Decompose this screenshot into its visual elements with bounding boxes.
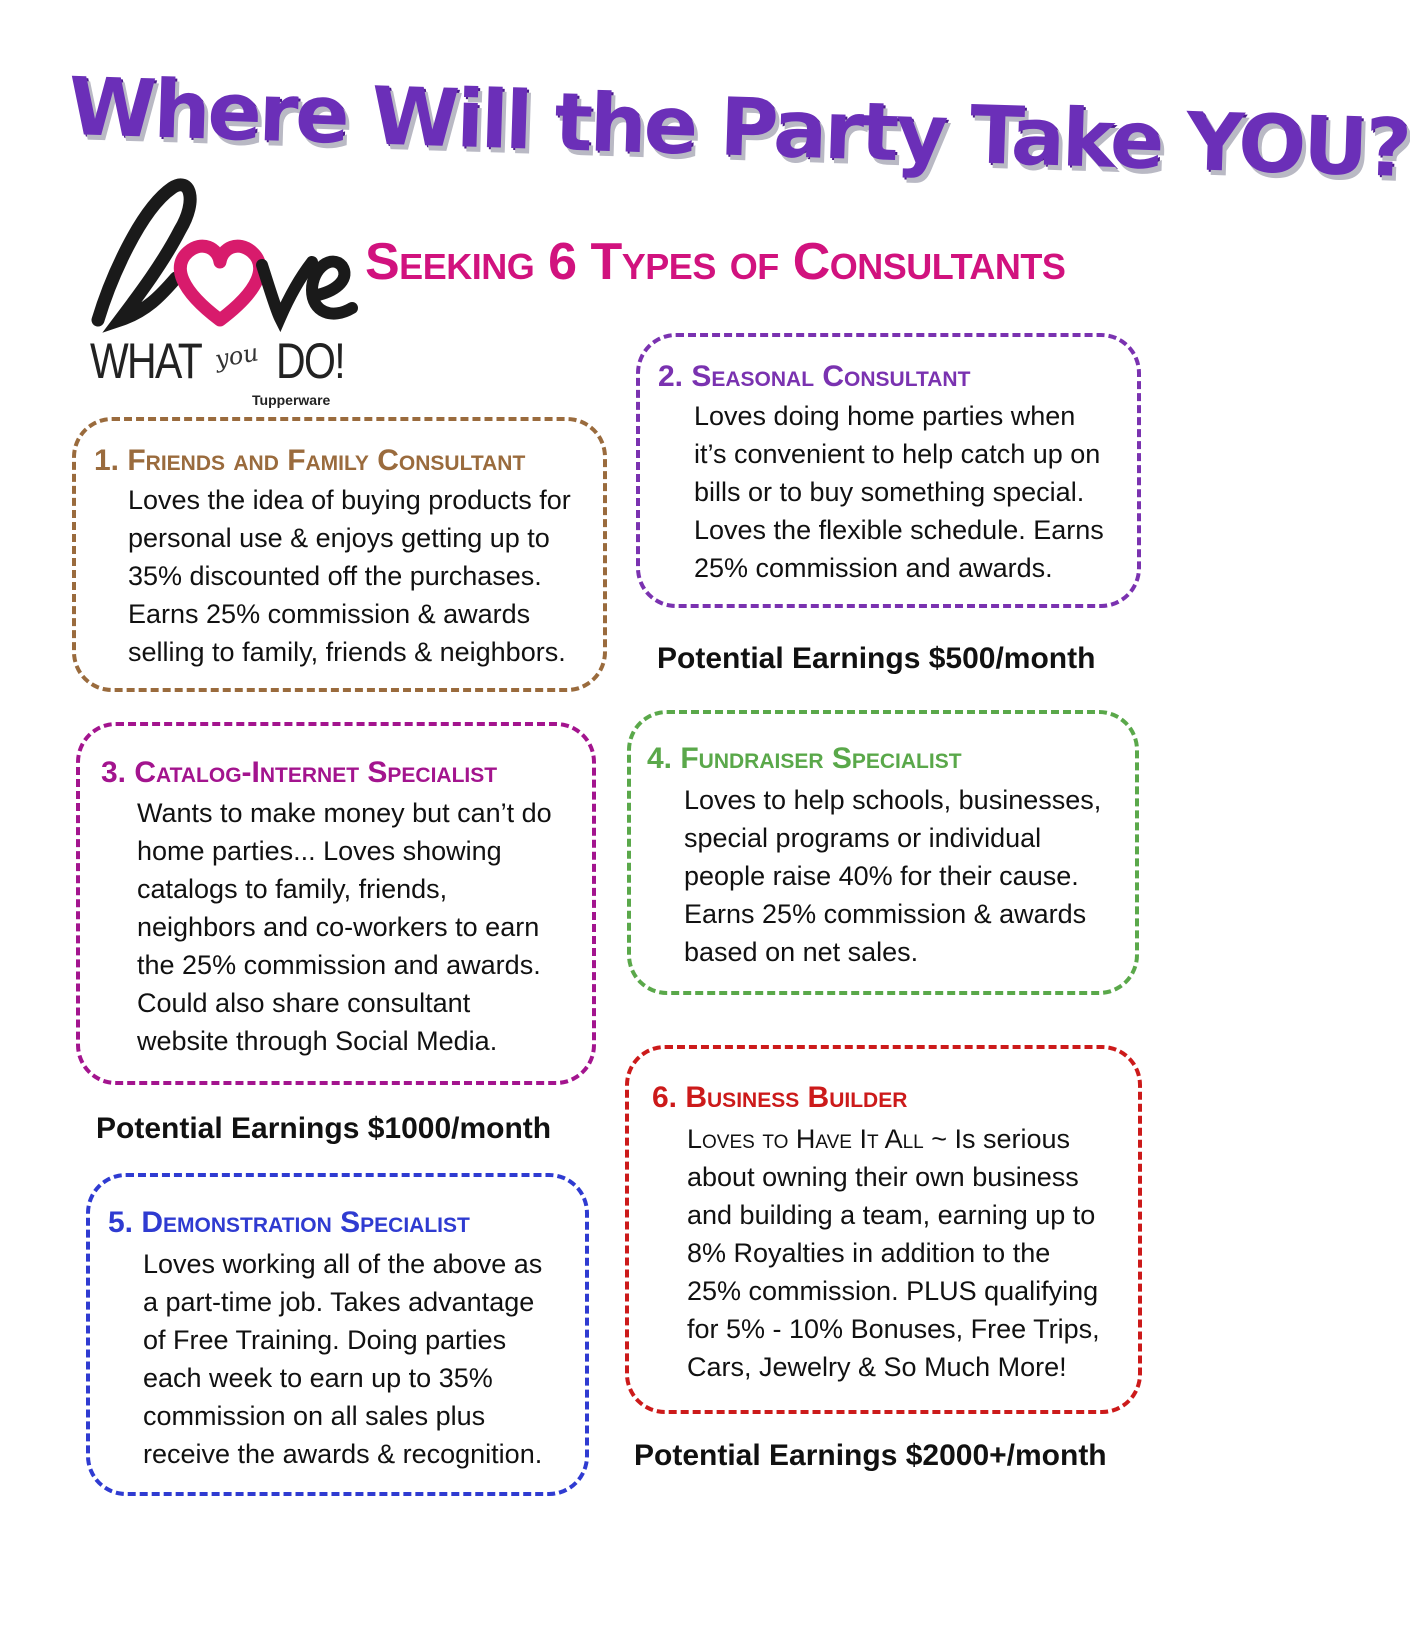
text-line: it’s convenient to help catch up on — [694, 439, 1101, 469]
love-script-graphic — [80, 170, 360, 340]
text-line: based on net sales. — [684, 937, 919, 967]
card-catalog-internet-title: 3. Catalog-Internet Specialist — [101, 756, 498, 789]
text-line: receive the awards & recognition. — [143, 1439, 543, 1469]
logo-what-text: WHAT — [90, 333, 202, 389]
text-line: Loves doing home parties when — [694, 401, 1076, 431]
tupperware-brand: Tupperware — [252, 392, 331, 408]
text-line: commission on all sales plus — [143, 1401, 486, 1431]
text-line: selling to family, friends & neighbors. — [128, 637, 566, 667]
card-lead-text: Loves to Have It All — [687, 1124, 924, 1154]
card-seasonal-title: 2. Seasonal Consultant — [658, 360, 971, 393]
text-line: about owning their own business — [687, 1162, 1079, 1192]
card-seasonal-body — [694, 397, 1134, 587]
text-line-rest: ~ Is serious — [923, 1124, 1071, 1154]
seeking-heading: Seeking 6 Types of Consultants — [365, 233, 1066, 291]
card-demonstration-body — [143, 1245, 583, 1473]
text-line: neighbors and co-workers to earn — [137, 912, 540, 942]
card-friends-family-title: 1. Friends and Family Consultant — [94, 444, 526, 477]
text-line: special programs or individual — [684, 823, 1042, 853]
text-line: 25% commission and awards. — [694, 553, 1053, 583]
earnings-catalog: Potential Earnings $1000/month — [96, 1112, 552, 1145]
text-line: website through Social Media. — [137, 1026, 498, 1056]
text-line: Could also share consultant — [137, 988, 471, 1018]
text-line: bills or to buy something special. — [694, 477, 1085, 507]
text-line: 8% Royalties in addition to the — [687, 1238, 1051, 1268]
text-line: the 25% commission and awards. — [137, 950, 541, 980]
logo-you-text: you — [212, 338, 261, 374]
earnings-seasonal: Potential Earnings $500/month — [657, 642, 1096, 675]
text-line: Earns 25% commission & awards — [684, 899, 1087, 929]
headline: Where Will the Party Take YOU? — [67, 60, 1410, 196]
text-line: people raise 40% for their cause. — [684, 861, 1079, 891]
card-fundraiser-body — [684, 781, 1129, 971]
text-line: Loves to help schools, businesses, — [684, 785, 1102, 815]
card-demonstration-title: 5. Demonstration Specialist — [108, 1206, 470, 1239]
card-catalog-internet-body — [137, 794, 587, 1060]
card-fundraiser-title: 4. Fundraiser Specialist — [647, 742, 962, 775]
earnings-builder: Potential Earnings $2000+/month — [634, 1439, 1107, 1472]
card-business-builder-body — [687, 1120, 1137, 1386]
text-line: catalogs to family, friends, — [137, 874, 448, 904]
text-line: of Free Training. Doing parties — [143, 1325, 507, 1355]
card-business-builder-title: 6. Business Builder — [652, 1081, 908, 1114]
text-line: Cars, Jewelry & So Much More! — [687, 1352, 1067, 1382]
love-what-you-do-logo — [80, 170, 360, 410]
text-line: Earns 25% commission & awards — [128, 599, 531, 629]
text-line: a part-time job. Takes advantage — [143, 1287, 535, 1317]
text-line: Loves the flexible schedule. Earns — [694, 515, 1104, 545]
text-line: Wants to make money but can’t do — [137, 798, 552, 828]
text-line: Loves the idea of buying products for — [128, 485, 571, 515]
text-line — [687, 1120, 1137, 1158]
text-line: home parties... Loves showing — [137, 836, 502, 866]
text-line: Loves working all of the above as — [143, 1249, 543, 1279]
text-line: for 5% - 10% Bonuses, Free Trips, — [687, 1314, 1100, 1344]
card-friends-family-body — [128, 481, 598, 671]
text-line: personal use & enjoys getting up to — [128, 523, 550, 553]
text-line: 25% commission. PLUS qualifying — [687, 1276, 1099, 1306]
text-line: and building a team, earning up to — [687, 1200, 1096, 1230]
logo-do-text: DO! — [276, 333, 344, 389]
text-line: 35% discounted off the purchases. — [128, 561, 542, 591]
text-line: each week to earn up to 35% — [143, 1363, 493, 1393]
